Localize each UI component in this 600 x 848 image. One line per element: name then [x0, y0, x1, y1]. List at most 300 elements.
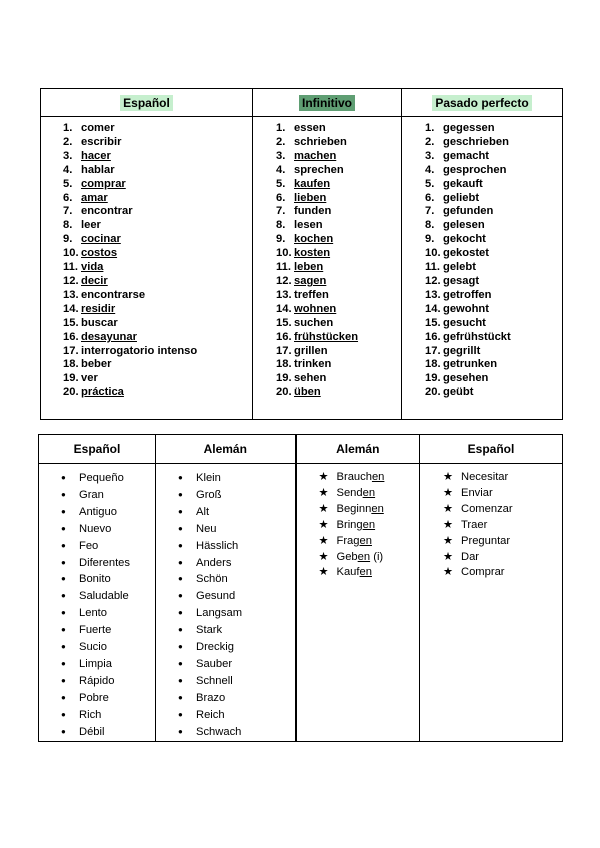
item-word: Hässlich	[196, 539, 239, 552]
adj-de-item	[178, 555, 295, 572]
item-word: Neu	[196, 522, 217, 535]
item-number: 5.	[63, 177, 73, 190]
adj-es-item	[61, 555, 155, 572]
item-word: trinken	[294, 358, 332, 371]
espanol-word	[63, 150, 252, 164]
infinitivo-word	[276, 122, 401, 136]
item-word: Pobre	[79, 691, 109, 704]
item-number: 1.	[425, 122, 435, 134]
espanol-word	[63, 345, 252, 359]
item-word: decir	[81, 274, 108, 287]
infinitivo-word	[276, 358, 401, 372]
header-adj-aleman: Alemán	[156, 435, 296, 464]
item-number: 7.	[276, 205, 286, 218]
item-number: 19.	[276, 372, 292, 385]
verb-es-list	[420, 464, 562, 581]
item-number: 11.	[276, 261, 291, 274]
item-word: kosten	[294, 247, 331, 260]
item-number: 20.	[276, 386, 292, 399]
item-word: amar	[81, 191, 108, 204]
espanol-word	[63, 358, 252, 372]
adj-de-item	[178, 690, 295, 707]
item-number: 18.	[63, 358, 79, 371]
header-pasado-label: Pasado perfecto	[432, 95, 531, 111]
item-word: grillen	[294, 344, 328, 357]
verb-de-item	[319, 502, 420, 518]
item-word: residir	[81, 302, 116, 315]
item-number: 2.	[63, 135, 73, 148]
espanol-word	[63, 261, 252, 275]
star-icon: ★	[318, 550, 329, 563]
pasado-word	[425, 372, 562, 386]
item-word: Pequeño	[79, 472, 124, 484]
bullet-icon: ●	[178, 709, 183, 719]
adj-de-item	[178, 470, 295, 487]
item-number: 5.	[276, 177, 286, 190]
bullet-icon: ●	[61, 523, 66, 533]
item-word: hacer	[81, 149, 111, 162]
bullet-icon: ●	[178, 642, 183, 652]
espanol-cell	[41, 117, 253, 420]
item-word: Gran	[79, 488, 104, 501]
vocab-adjective-verb-table	[38, 434, 563, 742]
pasado-list	[402, 117, 562, 400]
star-icon: ★	[443, 534, 454, 547]
bullet-icon: ●	[61, 692, 66, 702]
adj-es-item	[61, 605, 155, 622]
item-word: gemacht	[443, 149, 490, 162]
item-word: Reich	[196, 708, 225, 721]
item-number: 13.	[63, 288, 79, 301]
bullet-icon: ●	[61, 642, 66, 652]
item-number: 12.	[276, 274, 292, 287]
item-word: gesucht	[443, 316, 486, 329]
pasado-word	[425, 303, 562, 317]
bullet-icon: ●	[178, 608, 183, 618]
infinitivo-word	[276, 233, 401, 247]
item-number: 4.	[425, 163, 435, 176]
item-word: lesen	[294, 219, 323, 232]
item-word: geschrieben	[443, 135, 509, 148]
pasado-word	[425, 275, 562, 289]
item-number: 13.	[425, 288, 441, 301]
item-word: Preguntar	[461, 534, 511, 547]
item-word: escribir	[81, 135, 122, 148]
item-word: hablar	[81, 163, 115, 176]
espanol-word	[63, 178, 252, 192]
verb-de-list	[297, 464, 420, 581]
verb-de-item	[319, 486, 420, 502]
item-number: 16.	[425, 330, 441, 343]
bullet-icon: ●	[178, 523, 183, 533]
pasado-word	[425, 345, 562, 359]
star-icon: ★	[318, 566, 329, 579]
pasado-word	[425, 386, 562, 400]
pasado-word	[425, 331, 562, 345]
item-number: 4.	[63, 163, 73, 176]
item-word: Traer	[461, 518, 488, 531]
item-word: gefrühstückt	[443, 330, 511, 343]
infinitivo-word	[276, 192, 401, 206]
bullet-icon: ●	[61, 574, 66, 584]
item-number: 1.	[276, 122, 286, 134]
item-word: Lento	[79, 607, 107, 620]
item-number: 18.	[276, 358, 292, 371]
item-word: gesagt	[443, 274, 480, 287]
pasado-word	[425, 136, 562, 150]
star-icon: ★	[318, 518, 329, 531]
star-icon: ★	[443, 471, 454, 483]
adj-es-item	[61, 639, 155, 656]
infinitivo-word	[276, 303, 401, 317]
item-word: gekauft	[443, 177, 483, 190]
item-word: buscar	[81, 316, 118, 329]
item-number: 2.	[425, 135, 435, 148]
item-number: 1.	[63, 122, 73, 134]
adj-es-item	[61, 656, 155, 673]
item-word: geübt	[443, 386, 474, 399]
bullet-icon: ●	[178, 675, 183, 685]
item-number: 9.	[63, 233, 73, 246]
item-word: gefunden	[443, 205, 494, 218]
item-word: Feo	[79, 539, 99, 552]
pasado-word	[425, 164, 562, 178]
verb-es-item	[443, 502, 562, 518]
item-word: Klein	[196, 472, 221, 484]
item-number: 6.	[63, 191, 73, 204]
item-word: Groß	[196, 488, 222, 501]
verb-stem: Send	[336, 486, 363, 499]
espanol-word	[63, 233, 252, 247]
item-word: Diferentes	[79, 556, 130, 569]
star-icon: ★	[443, 550, 454, 563]
adj-de-item	[178, 571, 295, 588]
item-number: 5.	[425, 177, 435, 190]
item-word: Fuerte	[79, 624, 112, 637]
item-number: 17.	[63, 344, 79, 357]
espanol-word	[63, 164, 252, 178]
item-word: leben	[294, 261, 324, 274]
item-word: suchen	[294, 316, 334, 329]
item-number: 19.	[425, 372, 441, 385]
item-number: 20.	[63, 386, 79, 399]
item-word: beber	[81, 358, 112, 371]
pasado-word	[425, 219, 562, 233]
espanol-word	[63, 289, 252, 303]
header-infinitivo	[253, 89, 402, 117]
infinitivo-word	[276, 261, 401, 275]
infinitivo-word	[276, 178, 401, 192]
item-number: 12.	[425, 274, 441, 287]
item-word: Dar	[461, 550, 480, 563]
item-word: Stark	[196, 624, 223, 637]
item-word: treffen	[294, 288, 329, 301]
pasado-word	[425, 358, 562, 372]
verb-de-item	[319, 470, 420, 486]
star-icon: ★	[443, 566, 454, 579]
infinitivo-word	[276, 386, 401, 400]
verb-ending: en	[362, 486, 376, 499]
item-number: 6.	[276, 191, 286, 204]
item-number: 16.	[276, 330, 292, 343]
adj-de-item	[178, 622, 295, 639]
espanol-word	[63, 122, 252, 136]
infinitivo-word	[276, 136, 401, 150]
star-icon: ★	[318, 486, 329, 499]
item-word: comer	[81, 122, 115, 134]
espanol-word	[63, 275, 252, 289]
bullet-icon: ●	[178, 574, 183, 584]
verb-de-item	[319, 518, 420, 534]
adj-de-item	[178, 639, 295, 656]
verb-es-item	[443, 534, 562, 550]
item-word: Débil	[79, 725, 105, 738]
item-word: gekocht	[443, 233, 486, 246]
star-icon: ★	[318, 534, 329, 547]
item-word: desayunar	[81, 330, 137, 343]
vocab-verb-table	[40, 88, 563, 420]
adj-es-item	[61, 673, 155, 690]
header-espanol-label: Español	[120, 95, 173, 111]
item-word: Sucio	[79, 641, 107, 654]
item-number: 10.	[425, 247, 441, 260]
espanol-word	[63, 219, 252, 233]
item-word: sprechen	[294, 163, 344, 176]
item-word: kaufen	[294, 177, 331, 190]
bullet-icon: ●	[178, 506, 183, 516]
item-word: gekostet	[443, 247, 490, 260]
verb-es-item	[443, 565, 562, 581]
pasado-word	[425, 233, 562, 247]
item-word: Nuevo	[79, 522, 112, 535]
item-word: encontrar	[81, 205, 133, 218]
item-word: Enviar	[461, 486, 493, 499]
infinitivo-word	[276, 317, 401, 331]
item-number: 7.	[425, 205, 435, 218]
infinitivo-word	[276, 345, 401, 359]
item-word: ver	[81, 372, 98, 385]
infinitivo-word	[276, 150, 401, 164]
bullet-icon: ●	[178, 726, 183, 736]
item-word: Schnell	[196, 674, 233, 687]
espanol-word	[63, 331, 252, 345]
header-pasado-perfecto	[402, 89, 563, 117]
item-word: Bonito	[79, 573, 111, 586]
star-icon: ★	[443, 486, 454, 499]
item-number: 11.	[425, 261, 440, 274]
espanol-word	[63, 303, 252, 317]
item-word: cocinar	[81, 233, 121, 246]
infinitivo-word	[276, 275, 401, 289]
adj-table-body-row	[39, 464, 563, 742]
adj-es-item	[61, 521, 155, 538]
verb-table-body-row	[41, 117, 563, 420]
bullet-icon: ●	[61, 591, 66, 601]
item-number: 7.	[63, 205, 73, 218]
item-number: 15.	[425, 316, 441, 329]
item-word: geliebt	[443, 191, 480, 204]
verb-ending: en	[359, 534, 372, 547]
item-number: 13.	[276, 288, 292, 301]
item-word: gegrillt	[443, 344, 481, 357]
item-number: 8.	[425, 219, 435, 232]
item-word: Rápido	[79, 674, 115, 687]
item-number: 15.	[63, 316, 79, 329]
adj-de-item	[178, 521, 295, 538]
adj-es-item	[61, 588, 155, 605]
adj-de-item	[178, 656, 295, 673]
item-word: getroffen	[443, 288, 492, 301]
item-word: Rich	[79, 708, 102, 721]
item-number: 14.	[425, 302, 441, 315]
verb-es-item	[443, 518, 562, 534]
espanol-word	[63, 386, 252, 400]
item-word: Gesund	[196, 590, 236, 603]
item-word: frühstücken	[294, 330, 359, 343]
item-word: gegessen	[443, 122, 495, 134]
pasado-word	[425, 205, 562, 219]
bullet-icon: ●	[61, 506, 66, 516]
verb-stem: Beginn	[336, 502, 372, 515]
verb-ending: en	[359, 566, 372, 579]
espanol-word	[63, 317, 252, 331]
item-number: 9.	[425, 233, 435, 246]
adj-es-list	[39, 464, 155, 741]
verb-de-item	[319, 565, 420, 581]
pasado-word	[425, 289, 562, 303]
verb-es-cell	[420, 464, 563, 742]
item-word: machen	[294, 149, 337, 162]
item-word: Comprar	[461, 566, 505, 579]
bullet-icon: ●	[61, 540, 66, 550]
verb-es-item	[443, 550, 562, 566]
bullet-icon: ●	[61, 489, 66, 499]
bullet-icon: ●	[178, 692, 183, 702]
adj-es-item	[61, 571, 155, 588]
pasado-word	[425, 150, 562, 164]
verb-note: (i)	[370, 550, 384, 563]
bullet-icon: ●	[61, 608, 66, 618]
item-word: leer	[81, 219, 101, 232]
header-adj-espanol: Español	[39, 435, 156, 464]
item-word: Schwach	[196, 725, 242, 738]
pasado-cell	[402, 117, 563, 420]
verb-es-item	[443, 470, 562, 486]
verb-de-item	[319, 550, 420, 566]
bullet-icon: ●	[178, 658, 183, 668]
espanol-word	[63, 372, 252, 386]
item-number: 10.	[63, 247, 79, 260]
pasado-word	[425, 192, 562, 206]
verb-stem: Bring	[336, 518, 363, 531]
item-word: gelebt	[443, 261, 476, 274]
adj-de-item	[178, 487, 295, 504]
item-number: 16.	[63, 330, 79, 343]
header-verb-espanol: Español	[420, 435, 563, 464]
infinitivo-list	[253, 117, 401, 400]
item-word: funden	[294, 205, 332, 218]
item-number: 3.	[63, 149, 73, 162]
item-word: encontrarse	[81, 288, 146, 301]
item-word: gesprochen	[443, 163, 507, 176]
verb-stem: Kauf	[336, 566, 360, 579]
adj-de-item	[178, 673, 295, 690]
infinitivo-word	[276, 289, 401, 303]
item-word: lieben	[294, 191, 327, 204]
item-number: 14.	[276, 302, 292, 315]
infinitivo-cell	[253, 117, 402, 420]
adj-table-header-row	[39, 435, 563, 464]
item-number: 3.	[276, 149, 286, 162]
infinitivo-word	[276, 331, 401, 345]
item-word: essen	[294, 122, 326, 134]
item-number: 14.	[63, 302, 79, 315]
item-number: 2.	[276, 135, 286, 148]
header-espanol	[41, 89, 253, 117]
item-word: Langsam	[196, 607, 243, 620]
item-word: práctica	[81, 386, 124, 399]
item-word: sagen	[294, 274, 327, 287]
adj-es-item	[61, 504, 155, 521]
item-number: 4.	[276, 163, 286, 176]
espanol-word	[63, 205, 252, 219]
item-number: 8.	[63, 219, 73, 232]
item-word: Schön	[196, 573, 228, 586]
infinitivo-word	[276, 219, 401, 233]
item-word: kochen	[294, 233, 334, 246]
bullet-icon: ●	[178, 557, 183, 567]
item-word: getrunken	[443, 358, 498, 371]
verb-stem: Frag	[336, 534, 360, 547]
item-number: 3.	[425, 149, 435, 162]
infinitivo-word	[276, 164, 401, 178]
verb-ending: en	[362, 518, 376, 531]
star-icon: ★	[318, 502, 329, 515]
bullet-icon: ●	[61, 726, 66, 736]
item-word: gewohnt	[443, 302, 489, 315]
item-word: vida	[81, 261, 104, 274]
bullet-icon: ●	[178, 489, 183, 499]
adj-de-item	[178, 724, 295, 741]
espanol-word	[63, 192, 252, 206]
item-number: 8.	[276, 219, 286, 232]
item-word: Alt	[196, 505, 210, 518]
item-word: Anders	[196, 556, 232, 569]
adj-es-item	[61, 724, 155, 741]
item-word: gelesen	[443, 219, 485, 232]
verb-stem: Brauch	[336, 471, 372, 483]
item-number: 19.	[63, 372, 79, 385]
item-word: sehen	[294, 372, 327, 385]
bullet-icon: ●	[61, 675, 66, 685]
item-word: costos	[81, 247, 118, 260]
adj-es-item	[61, 707, 155, 724]
item-number: 15.	[276, 316, 292, 329]
verb-table-header-row	[41, 89, 563, 117]
adj-de-item	[178, 538, 295, 555]
item-number: 20.	[425, 386, 441, 399]
adj-de-item	[178, 605, 295, 622]
infinitivo-word	[276, 247, 401, 261]
header-infinitivo-label: Infinitivo	[299, 95, 355, 111]
item-word: wohnen	[294, 302, 337, 315]
item-word: Sauber	[196, 657, 233, 670]
verb-ending: en	[357, 550, 371, 563]
item-word: Brazo	[196, 691, 226, 704]
item-number: 12.	[63, 274, 79, 287]
espanol-word	[63, 136, 252, 150]
pasado-word	[425, 178, 562, 192]
